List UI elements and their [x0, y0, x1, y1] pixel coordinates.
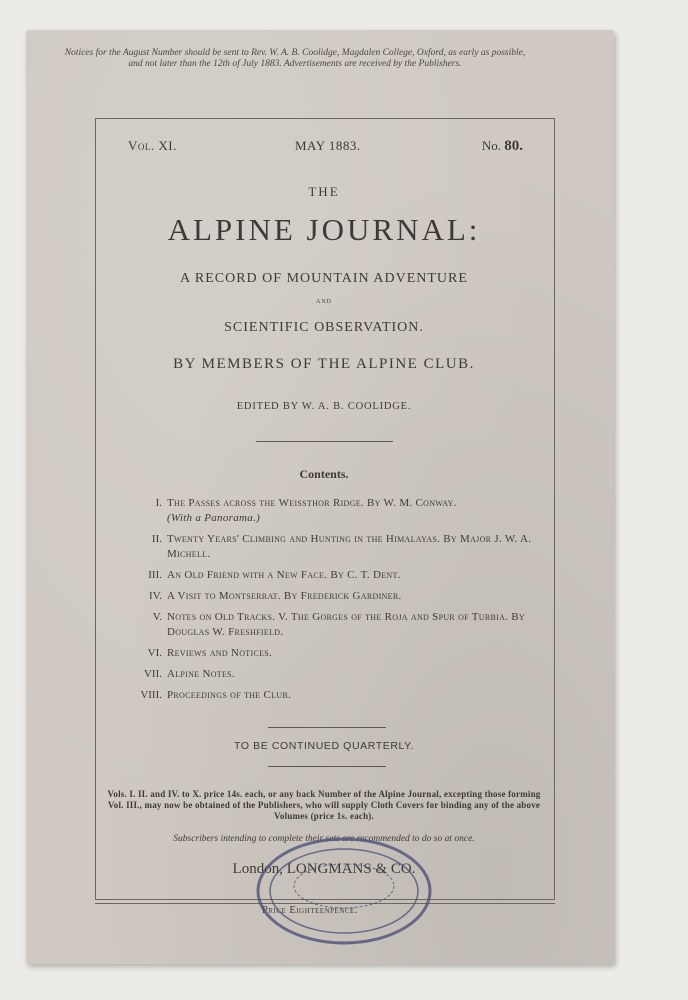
notice-text: Notices for the August Number should be sent to Rev. W. A. B. Coolidge, Magdalen College, Oxford, as early as possible, and not later than the 12th of July 1883. Advertisements are received by the Publishers. [64, 48, 526, 69]
subtitle-and: AND [316, 299, 332, 305]
contents-item-text: Reviews and Notices. [167, 647, 273, 659]
back-volumes-note: Vols. I. II. and IV. to X. price 14s. each, or any back Number of the Alpine Journal, excepting those forming Vol. III., may now be obtained of the Publishers, who will supply Cloth Covers for binding any of the above Volumes (price 1s. each). [107, 789, 541, 821]
contents-item-number: III. [148, 569, 162, 581]
stamp-inner-ring [270, 849, 418, 933]
contents-item-text [167, 496, 538, 526]
stamp-outer-ring [258, 839, 430, 943]
contents-item [128, 688, 538, 703]
members-line: BY MEMBERS OF THE ALPINE CLUB. [173, 356, 475, 372]
contents-item [128, 667, 538, 682]
continued-quarterly: TO BE CONTINUED QUARTERLY. [234, 740, 414, 752]
contents-item-number: VII. [143, 668, 162, 680]
editor-line: EDITED BY W. A. B. COOLIDGE. [236, 401, 412, 412]
price-line: Price Eighteenpence. [262, 905, 358, 916]
volume-label: Vol. XI. [128, 138, 177, 153]
issue-date: MAY 1883. [295, 138, 361, 153]
journal-title: ALPINE JOURNAL: [167, 212, 481, 247]
contents-item-text: A Visit to Montserrat. By Frederick Gardiner. [167, 590, 402, 602]
divider [268, 727, 386, 728]
contents-item [128, 589, 538, 604]
contents-item-number: I. [155, 497, 162, 509]
number-prefix: No. [481, 138, 501, 153]
divider [256, 441, 393, 442]
publisher-line: London, LONGMANS & CO. [232, 861, 416, 877]
contents-item-subtitle: (With a Panorama.) [167, 512, 261, 524]
contents-item-text: Notes on Old Tracks. V. The Gorges of the Roja and Spur of Turbia. By Douglas W. Freshfield. [167, 611, 525, 638]
contents-item-number: IV. [149, 590, 162, 602]
contents-item-number: VI. [147, 647, 162, 659]
contents-item-number: II. [151, 533, 162, 545]
contents-item [128, 646, 538, 661]
contents-item-number: V. [152, 611, 162, 623]
issue-header [128, 138, 523, 158]
contents-item-text: Twenty Years' Climbing and Hunting in the Himalayas. By Major J. W. A. Michell. [167, 533, 532, 560]
contents-list [128, 496, 538, 709]
library-stamp-icon [254, 832, 434, 950]
subtitle-line-1: A RECORD OF MOUNTAIN ADVENTURE [180, 271, 468, 286]
title-the: THE [308, 184, 340, 199]
stamp-center-ring [294, 864, 394, 908]
contents-item-text: Alpine Notes. [167, 668, 235, 680]
contents-item [128, 610, 538, 640]
contents-item [128, 496, 538, 526]
contents-item-title: The Passes across the Weissthor Ridge. By W. M. Conway. [167, 497, 457, 509]
divider [268, 766, 386, 767]
contents-item [128, 568, 538, 583]
subscribers-note: Subscribers intending to complete their sets are recommended to do so at once. [173, 834, 475, 844]
contents-item [128, 532, 538, 562]
contents-item-text: An Old Friend with a New Face. By C. T. Dent. [167, 569, 401, 581]
contents-heading: Contents. [299, 467, 349, 481]
subtitle-line-2: SCIENTIFIC OBSERVATION. [224, 320, 424, 335]
number-value: 80. [504, 138, 523, 154]
issue-number [482, 138, 523, 155]
contents-item-number: VIII. [140, 689, 162, 701]
contents-item-text: Proceedings of the Club. [167, 689, 292, 701]
